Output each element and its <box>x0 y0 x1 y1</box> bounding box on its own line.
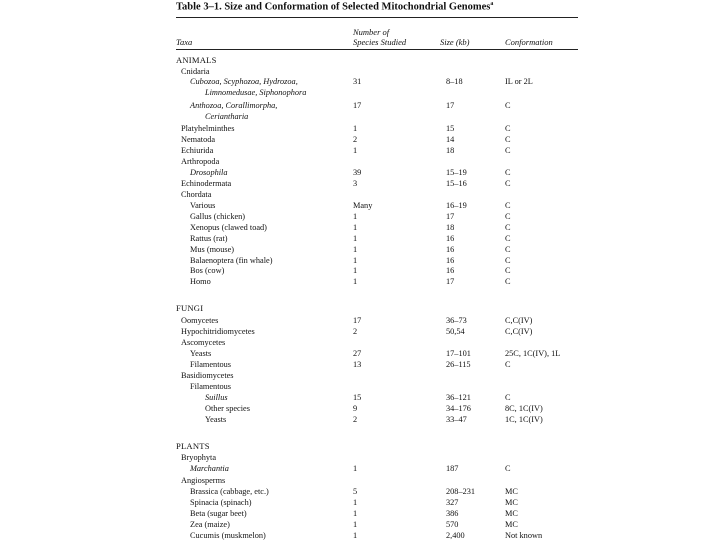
table-row <box>0 222 720 233</box>
table-row <box>0 370 720 381</box>
header-conformation: Conformation <box>505 37 553 47</box>
conformation-cell: C <box>505 245 511 254</box>
species-count-cell: 27 <box>353 349 362 358</box>
table-row <box>0 463 720 474</box>
header-bottom-rule <box>176 49 578 50</box>
species-count-cell: 9 <box>353 404 358 413</box>
taxa-cell: ANIMALS <box>176 55 217 65</box>
taxa-cell: Rattus (rat) <box>190 234 228 243</box>
taxa-cell: Bos (cow) <box>190 266 225 275</box>
table-row <box>0 337 720 348</box>
taxa-cell: Marchantia <box>190 464 229 473</box>
conformation-cell: C <box>505 212 511 221</box>
table-row <box>0 211 720 222</box>
taxa-cell: Brassica (cabbage, etc.) <box>190 487 269 496</box>
size-cell: 14 <box>446 135 455 144</box>
table-row <box>0 381 720 392</box>
size-cell: 50,54 <box>446 327 465 336</box>
conformation-cell: 8C, 1C(IV) <box>505 404 543 413</box>
species-count-cell: 39 <box>353 168 362 177</box>
taxa-cell: Arthropoda <box>181 157 220 166</box>
species-count-cell: 1 <box>353 464 358 473</box>
size-cell: 17 <box>446 101 455 110</box>
taxa-cell: Oomycetes <box>181 316 219 325</box>
table-row <box>0 348 720 359</box>
header-size: Size (kb) <box>440 37 470 47</box>
table-row <box>0 76 720 87</box>
species-count-cell: 1 <box>353 256 358 265</box>
table-row <box>0 497 720 508</box>
taxa-cell: Balaenoptera (fin whale) <box>190 256 273 265</box>
conformation-cell: C <box>505 135 511 144</box>
conformation-cell: C <box>505 223 511 232</box>
species-count-cell: 1 <box>353 531 358 540</box>
conformation-cell: C <box>505 360 511 369</box>
species-count-cell: Many <box>353 201 373 210</box>
conformation-cell: C,C(IV) <box>505 327 533 336</box>
species-count-cell: 1 <box>353 509 358 518</box>
species-count-cell: 1 <box>353 498 358 507</box>
table-row <box>0 452 720 463</box>
conformation-cell: C <box>505 101 511 110</box>
conformation-cell: C <box>505 393 511 402</box>
taxa-cell: Hypochitridiomycetes <box>181 327 255 336</box>
table-row <box>0 134 720 145</box>
taxa-cell: Filamentous <box>190 360 232 369</box>
header-species-line1: Number of <box>353 27 390 37</box>
table-row <box>0 530 720 541</box>
taxa-cell: Cubozoa, Scyphozoa, Hydrozoa, <box>190 77 298 86</box>
size-cell: 18 <box>446 146 455 155</box>
conformation-cell: Not known <box>505 531 543 540</box>
table-row <box>0 145 720 156</box>
species-count-cell: 1 <box>353 245 358 254</box>
species-count-cell: 1 <box>353 277 358 286</box>
table-row <box>0 519 720 530</box>
species-count-cell: 1 <box>353 223 358 232</box>
taxa-cell: Limnomedusae, Siphonophora <box>205 88 307 97</box>
conformation-cell: 25C, 1C(IV), 1L <box>505 349 561 358</box>
species-count-cell: 1 <box>353 520 358 529</box>
table-row <box>0 486 720 497</box>
section-row <box>0 55 720 66</box>
conformation-cell: 1C, 1C(IV) <box>505 415 543 424</box>
taxa-cell: Cucumis (muskmelon) <box>190 531 266 540</box>
size-cell: 16 <box>446 256 455 265</box>
table-row <box>0 244 720 255</box>
taxa-cell: Echinodermata <box>181 179 232 188</box>
size-cell: 16 <box>446 234 455 243</box>
table-row <box>0 326 720 337</box>
taxa-cell: Ascomycetes <box>181 338 226 347</box>
table-row <box>0 167 720 178</box>
size-cell: 16 <box>446 266 455 275</box>
species-count-cell: 5 <box>353 487 358 496</box>
species-count-cell: 1 <box>353 234 358 243</box>
table-title-text: Size and Conformation of Selected Mitochondrial Genomes <box>224 1 491 13</box>
taxa-cell: FUNGI <box>176 303 204 313</box>
table-row <box>0 315 720 326</box>
species-count-cell: 17 <box>353 316 362 325</box>
table-row <box>0 189 720 200</box>
taxa-cell: PLANTS <box>176 441 210 451</box>
conformation-cell: C <box>505 168 511 177</box>
taxa-cell: Cnidaria <box>181 67 210 76</box>
taxa-cell: Basidiomycetes <box>181 371 234 380</box>
taxa-cell: Homo <box>190 277 211 286</box>
conformation-cell: C <box>505 234 511 243</box>
species-count-cell: 1 <box>353 266 358 275</box>
size-cell: 16 <box>446 245 455 254</box>
table-row <box>0 359 720 370</box>
taxa-cell: Yeasts <box>190 349 212 358</box>
size-cell: 187 <box>446 464 459 473</box>
table-title-note: a <box>490 1 494 7</box>
taxa-cell: Chordata <box>181 190 212 199</box>
taxa-cell: Zea (maize) <box>190 520 230 529</box>
size-cell: 36–73 <box>446 316 467 325</box>
conformation-cell: C,C(IV) <box>505 316 533 325</box>
conformation-cell: C <box>505 277 511 286</box>
taxa-cell: Drosophila <box>190 168 228 177</box>
conformation-cell: IL or 2L <box>505 77 533 86</box>
table-row <box>0 200 720 211</box>
size-cell: 208–231 <box>446 487 476 496</box>
conformation-cell: MC <box>505 498 518 507</box>
species-count-cell: 31 <box>353 77 362 86</box>
size-cell: 15–16 <box>446 179 467 188</box>
size-cell: 17–101 <box>446 349 471 358</box>
species-count-cell: 2 <box>353 415 358 424</box>
taxa-cell: Yeasts <box>205 415 227 424</box>
table-row <box>0 156 720 167</box>
taxa-cell: Mus (mouse) <box>190 245 235 254</box>
taxa-cell: Ceriantharia <box>205 112 249 121</box>
table-row <box>0 508 720 519</box>
table-title <box>176 1 493 13</box>
table-row <box>0 414 720 425</box>
table-row <box>0 392 720 403</box>
table-row <box>0 233 720 244</box>
species-count-cell: 15 <box>353 393 362 402</box>
table-row <box>0 87 720 98</box>
header-top-rule <box>176 17 578 18</box>
size-cell: 8–18 <box>446 77 463 86</box>
size-cell: 2,400 <box>446 531 465 540</box>
conformation-cell: C <box>505 201 511 210</box>
taxa-cell: Xenopus (clawed toad) <box>190 223 267 232</box>
size-cell: 18 <box>446 223 455 232</box>
species-count-cell: 2 <box>353 135 358 144</box>
taxa-cell: Beta (sugar beet) <box>190 509 247 518</box>
table-title-label: Table 3–1. <box>176 1 222 13</box>
size-cell: 16–19 <box>446 201 467 210</box>
taxa-cell: Echiurida <box>181 146 214 155</box>
table-row <box>0 265 720 276</box>
conformation-cell: C <box>505 179 511 188</box>
species-count-cell: 2 <box>353 327 358 336</box>
taxa-cell: Angiosperms <box>181 476 226 485</box>
table-row <box>0 276 720 287</box>
species-count-cell: 13 <box>353 360 362 369</box>
size-cell: 33–47 <box>446 415 467 424</box>
table-row <box>0 123 720 134</box>
size-cell: 34–176 <box>446 404 471 413</box>
table-row <box>0 178 720 189</box>
header-species-line2: Species Studied <box>353 37 407 47</box>
species-count-cell: 17 <box>353 101 362 110</box>
conformation-cell: MC <box>505 487 518 496</box>
size-cell: 17 <box>446 212 455 221</box>
conformation-cell: C <box>505 464 511 473</box>
size-cell: 570 <box>446 520 459 529</box>
taxa-cell: Anthozoa, Corallimorpha, <box>190 101 278 110</box>
taxa-cell: Gallus (chicken) <box>190 212 246 221</box>
conformation-cell: MC <box>505 509 518 518</box>
size-cell: 327 <box>446 498 459 507</box>
species-count-cell: 1 <box>353 124 358 133</box>
size-cell: 17 <box>446 277 455 286</box>
taxa-cell: Platyhelminthes <box>181 124 235 133</box>
size-cell: 386 <box>446 509 459 518</box>
taxa-cell: Nematoda <box>181 135 216 144</box>
size-cell: 15–19 <box>446 168 467 177</box>
taxa-cell: Other species <box>205 404 250 413</box>
size-cell: 15 <box>446 124 455 133</box>
taxa-cell: Suillus <box>205 393 228 402</box>
conformation-cell: C <box>505 256 511 265</box>
conformation-cell: MC <box>505 520 518 529</box>
taxa-cell: Bryophyta <box>181 453 217 462</box>
taxa-cell: Filamentous <box>190 382 232 391</box>
species-count-cell: 1 <box>353 146 358 155</box>
table-row <box>0 111 720 122</box>
taxa-cell: Various <box>190 201 216 210</box>
section-row <box>0 303 720 314</box>
table-row <box>0 403 720 414</box>
conformation-cell: C <box>505 266 511 275</box>
species-count-cell: 1 <box>353 212 358 221</box>
size-cell: 26–115 <box>446 360 471 369</box>
conformation-cell: C <box>505 124 511 133</box>
conformation-cell: C <box>505 146 511 155</box>
header-taxa: Taxa <box>176 37 193 47</box>
taxa-cell: Spinacia (spinach) <box>190 498 252 507</box>
table-row <box>0 100 720 111</box>
species-count-cell: 3 <box>353 179 358 188</box>
size-cell: 36–121 <box>446 393 471 402</box>
table-row <box>0 475 720 486</box>
section-row <box>0 441 720 452</box>
